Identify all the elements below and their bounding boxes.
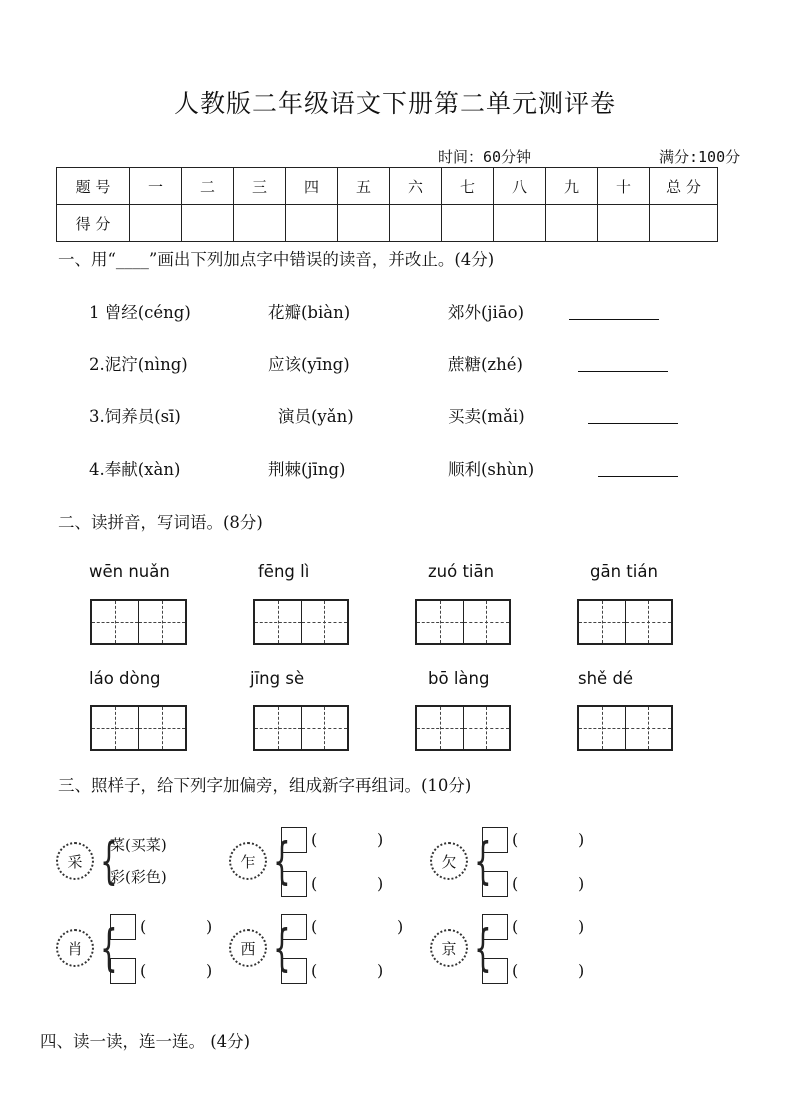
brace-icon: {	[100, 832, 118, 890]
score-table-col: 二	[182, 168, 234, 205]
brace-icon: {	[474, 832, 492, 890]
answer-box[interactable]	[482, 914, 508, 940]
s1-item: 应该(yīng)	[268, 355, 350, 374]
s1-item: 花瓣(biàn)	[268, 303, 351, 322]
s1-item: 演员(yǎn)	[278, 407, 354, 426]
char-badge: 肖	[56, 929, 94, 967]
brace-icon: {	[273, 832, 291, 890]
score-table-col: 六	[390, 168, 442, 205]
section1-heading: 一、用“____”画出下列加点字中错误的读音，并改止。(4分)	[58, 250, 495, 269]
brace-icon: {	[273, 919, 291, 977]
writing-grid[interactable]	[253, 705, 349, 751]
score-cell[interactable]	[286, 205, 338, 242]
char-badge: 西	[229, 929, 267, 967]
example-line: 菜(买菜)	[110, 836, 167, 854]
s1-item: 顺利(shùn)	[448, 460, 535, 479]
pinyin-label: shě dé	[578, 669, 634, 688]
answer-box[interactable]	[482, 958, 508, 984]
paren-close: )	[578, 830, 585, 849]
s1-item: 2.泥泞(nìng)	[89, 355, 188, 374]
score-table-col: 三	[234, 168, 286, 205]
writing-grid[interactable]	[415, 599, 511, 645]
score-cell[interactable]	[234, 205, 286, 242]
score-cell[interactable]	[390, 205, 442, 242]
score-table-col: 四	[286, 168, 338, 205]
full-score: 满分:100分	[659, 148, 741, 166]
pinyin-label: jīng sè	[250, 669, 305, 688]
score-cell[interactable]	[650, 205, 718, 242]
answer-box[interactable]	[281, 827, 307, 853]
paren-close: )	[397, 917, 404, 936]
writing-grid[interactable]	[577, 599, 673, 645]
paren-open: (	[140, 917, 147, 936]
answer-box[interactable]	[110, 914, 136, 940]
score-table-col: 九	[546, 168, 598, 205]
score-table-header-row	[57, 168, 718, 205]
score-table-col: 一	[130, 168, 182, 205]
paren-close: )	[206, 961, 213, 980]
pinyin-label: láo dòng	[89, 669, 161, 688]
pinyin-label: fēng lì	[258, 562, 310, 581]
score-table-label: 得 分	[57, 205, 130, 242]
paren-open: (	[311, 830, 318, 849]
writing-grid[interactable]	[577, 705, 673, 751]
paren-close: )	[578, 961, 585, 980]
paren-close: )	[377, 830, 384, 849]
score-cell[interactable]	[130, 205, 182, 242]
score-cell[interactable]	[338, 205, 390, 242]
s1-item: 郊外(jiāo)	[448, 303, 525, 322]
score-table-col: 八	[494, 168, 546, 205]
answer-box[interactable]	[482, 871, 508, 897]
s1-item: 荆棘(jīng)	[268, 460, 346, 479]
time-limit: 时间：60分钟	[438, 148, 532, 166]
score-cell[interactable]	[442, 205, 494, 242]
paren-open: (	[311, 874, 318, 893]
paren-open: (	[311, 917, 318, 936]
paren-close: )	[578, 917, 585, 936]
pinyin-label: wēn nuǎn	[89, 562, 170, 581]
paren-close: )	[377, 874, 384, 893]
pinyin-label: gān tián	[590, 562, 658, 581]
paren-open: (	[512, 917, 519, 936]
char-badge: 采	[56, 842, 94, 880]
answer-blank[interactable]	[578, 371, 668, 372]
paren-close: )	[578, 874, 585, 893]
score-table-label: 题 号	[57, 168, 130, 205]
score-table	[56, 167, 718, 242]
answer-blank[interactable]	[588, 423, 678, 424]
s1-item: 蔗糖(zhé)	[448, 355, 523, 374]
s1-item: 买卖(mǎi)	[448, 407, 525, 426]
pinyin-label: zuó tiān	[428, 562, 495, 581]
brace-icon: {	[474, 919, 492, 977]
paren-open: (	[512, 961, 519, 980]
section3-heading: 三、照样子，给下列字加偏旁，组成新字再组词。(10分)	[58, 776, 472, 795]
s1-item: 3.饲养员(sī)	[89, 407, 181, 426]
answer-box[interactable]	[110, 958, 136, 984]
char-badge: 京	[430, 929, 468, 967]
writing-grid[interactable]	[415, 705, 511, 751]
answer-blank[interactable]	[598, 476, 678, 477]
paren-open: (	[311, 961, 318, 980]
paren-open: (	[512, 874, 519, 893]
paren-close: )	[206, 917, 213, 936]
score-table-col: 十	[598, 168, 650, 205]
score-cell[interactable]	[182, 205, 234, 242]
writing-grid[interactable]	[253, 599, 349, 645]
s1-item: 4.奉献(xàn)	[89, 460, 181, 479]
score-table-score-row	[57, 205, 718, 242]
char-badge: 欠	[430, 842, 468, 880]
score-cell[interactable]	[494, 205, 546, 242]
paren-open: (	[512, 830, 519, 849]
char-badge: 乍	[229, 842, 267, 880]
section4-heading: 四、读一读，连一连。 (4分)	[40, 1032, 251, 1051]
example-line: 彩(彩色)	[110, 868, 167, 886]
score-cell[interactable]	[546, 205, 598, 242]
score-table-total: 总 分	[650, 168, 718, 205]
answer-box[interactable]	[281, 914, 307, 940]
answer-box[interactable]	[281, 958, 307, 984]
answer-box[interactable]	[482, 827, 508, 853]
answer-blank[interactable]	[569, 319, 659, 320]
answer-box[interactable]	[281, 871, 307, 897]
writing-grid[interactable]	[90, 599, 187, 645]
writing-grid[interactable]	[90, 705, 187, 751]
brace-icon: {	[100, 919, 118, 977]
paren-open: (	[140, 961, 147, 980]
score-table-col: 五	[338, 168, 390, 205]
s1-item: 1 曾经(céng)	[89, 303, 191, 322]
page-title: 人教版二年级语文下册第二单元测评卷	[173, 89, 616, 118]
pinyin-label: bō làng	[428, 669, 490, 688]
score-table-col: 七	[442, 168, 494, 205]
paren-close: )	[377, 961, 384, 980]
section2-heading: 二、读拼音，写词语。(8分)	[58, 513, 263, 532]
score-cell[interactable]	[598, 205, 650, 242]
